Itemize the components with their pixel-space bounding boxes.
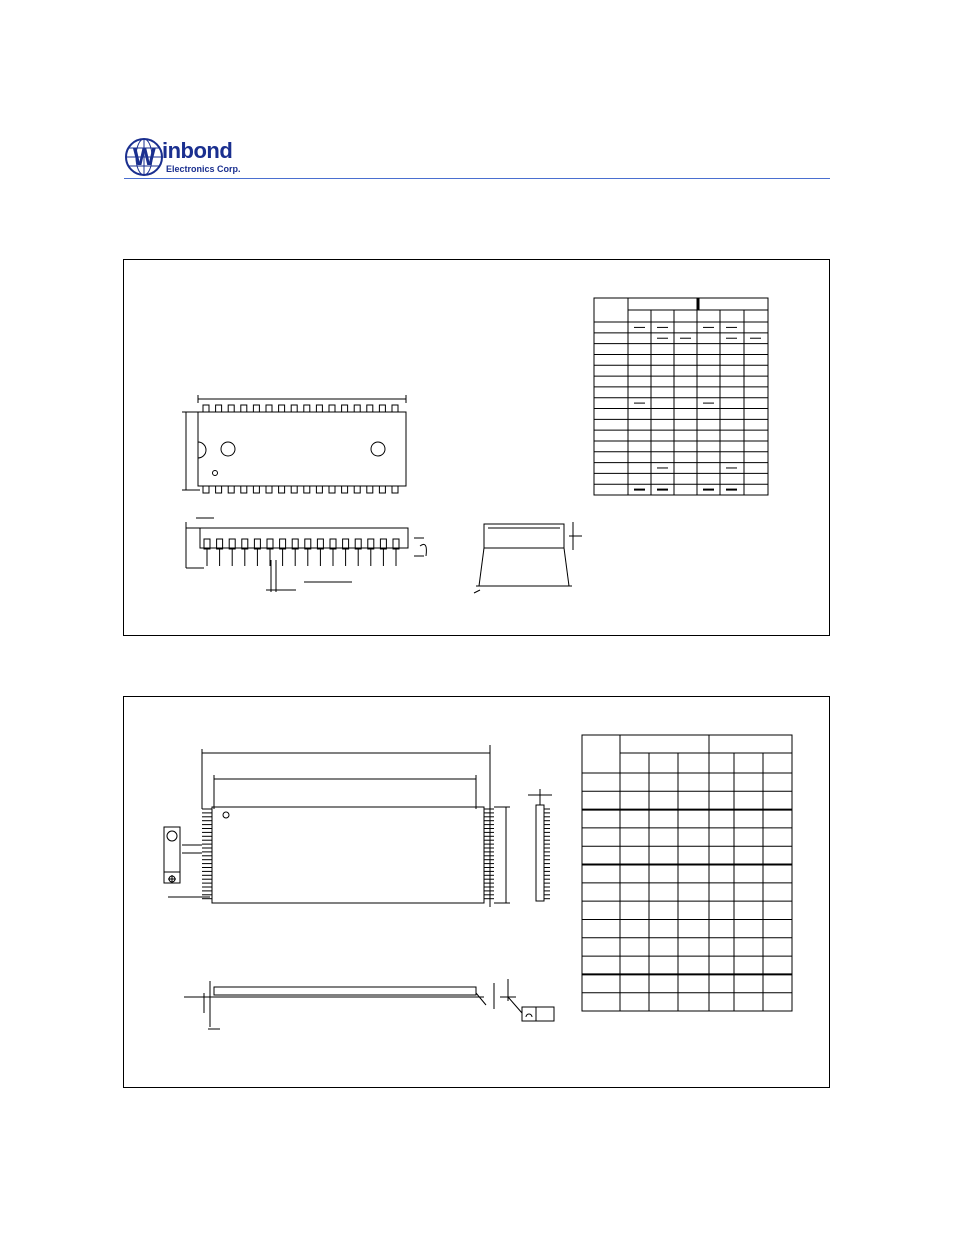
dip-package-drawing xyxy=(124,260,831,637)
dip-pin xyxy=(228,486,234,493)
dip-pin xyxy=(216,405,222,412)
dip-pin xyxy=(354,405,360,412)
dip-pin xyxy=(392,405,398,412)
tsop-top-view xyxy=(168,745,510,907)
tsop-end-pins xyxy=(544,809,550,899)
logo-letter: W xyxy=(133,144,156,171)
dip-dimension-table xyxy=(594,298,768,495)
header-rule xyxy=(124,178,830,179)
dip-pin xyxy=(392,486,398,493)
company-subtitle: Electronics Corp. xyxy=(166,164,241,174)
dip-pin xyxy=(329,405,335,412)
dip-pin xyxy=(329,486,335,493)
dip-pin xyxy=(279,405,285,412)
table-frame xyxy=(594,298,768,495)
dip-pin xyxy=(266,486,272,493)
tsop-dimension-table xyxy=(582,735,792,1011)
tsop-side-view xyxy=(184,979,554,1029)
dip-pin xyxy=(241,405,247,412)
dip-pin xyxy=(291,405,297,412)
dip-pin xyxy=(304,486,310,493)
dip-top-pins xyxy=(203,405,398,412)
dip-pin xyxy=(354,486,360,493)
dip-pin xyxy=(342,486,348,493)
dip-pin xyxy=(228,405,234,412)
dip-top-view xyxy=(182,395,406,493)
tsop-right-pins xyxy=(484,809,494,899)
dip-pin xyxy=(291,486,297,493)
dip-package-panel xyxy=(123,259,830,636)
dip-pin xyxy=(266,405,272,412)
dip-pin xyxy=(253,486,259,493)
tsop-package-panel xyxy=(123,696,830,1088)
dip-pin xyxy=(253,405,259,412)
dip-end-view xyxy=(474,522,582,593)
dip-pin xyxy=(379,486,385,493)
dip-pin xyxy=(203,405,209,412)
tsop-end-view xyxy=(528,789,552,901)
dip-pin xyxy=(304,405,310,412)
dip-pin xyxy=(342,405,348,412)
company-name: inbond xyxy=(162,138,233,163)
table-frame xyxy=(582,735,792,1011)
dip-pin xyxy=(316,405,322,412)
table-divider xyxy=(697,298,699,310)
tsop-pin-detail xyxy=(164,827,202,883)
globe-icon xyxy=(126,139,162,175)
dip-bottom-pins xyxy=(203,486,398,493)
dip-pin xyxy=(316,486,322,493)
dip-side-pins xyxy=(204,539,399,566)
dip-pin xyxy=(367,405,373,412)
dip-pin xyxy=(367,486,373,493)
dip-pin xyxy=(241,486,247,493)
dip-pin xyxy=(379,405,385,412)
dip-side-view xyxy=(186,518,426,592)
tsop-package-drawing xyxy=(124,697,831,1089)
dip-pin xyxy=(216,486,222,493)
dip-pin xyxy=(203,486,209,493)
tsop-left-pins xyxy=(202,809,212,899)
dip-pin xyxy=(279,486,285,493)
